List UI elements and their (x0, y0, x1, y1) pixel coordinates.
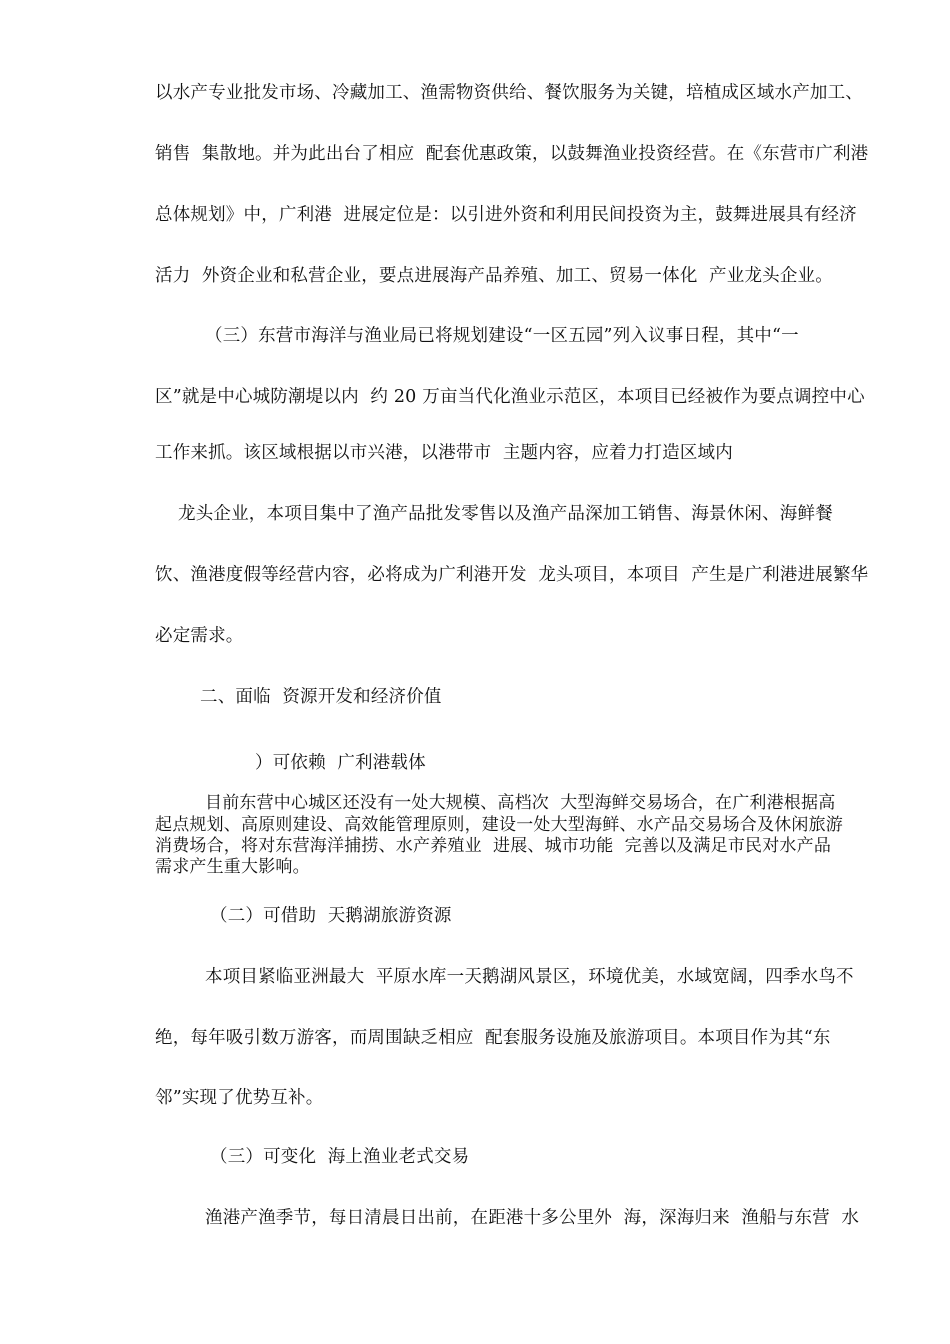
paragraph-line-22: 渔港产渔季节，每日清晨日出前，在距港十多公里外 海，深海归来 渔船与东营 水 (205, 1208, 860, 1228)
paragraph-line-4: 活力 外资企业和私营企业，要点进展海产品养殖、加工、贸易一体化 产业龙头企业。 (155, 266, 833, 286)
paragraph-line-14: 起点规划、高原则建设、高效能管理原则，建设一处大型海鲜、水产品交易场合及休闲旅游 (155, 815, 843, 835)
paragraph-line-16: 需求产生重大影响。 (155, 857, 310, 877)
paragraph-line-5: （三）东营市海洋与渔业局已将规划建设“一区五园”列入议事日程，其中“一 (205, 326, 799, 346)
paragraph-line-15: 消费场合，将对东营海洋捕捞、水产养殖业 进展、城市功能 完善以及满足市民对水产品 (155, 836, 832, 856)
subsection-heading-1: ）可依赖 广利港载体 (255, 753, 426, 773)
paragraph-line-6: 区”就是中心城防潮堤以内 约 20 万亩当代化渔业示范区，本项目已经被作为要点调控中心 (155, 387, 865, 407)
paragraph-line-2: 销售 集散地。并为此出台了相应 配套优惠政策，以鼓舞渔业投资经营。在《东营市广利港 (155, 144, 869, 164)
paragraph-line-1: 以水产专业批发市场、冷藏加工、渔需物资供给、餐饮服务为关键，培植成区域水产加工、 (155, 83, 863, 103)
paragraph-line-10: 必定需求。 (155, 626, 244, 646)
paragraph-line-18: 本项目紧临亚洲最大 平原水库一天鹅湖风景区，环境优美，水域宽阔，四季水鸟不 (205, 967, 854, 987)
paragraph-line-8: 龙头企业，本项目集中了渔产品批发零售以及渔产品深加工销售、海景休闲、海鲜餐 (178, 504, 833, 524)
paragraph-line-19: 绝，每年吸引数万游客，而周围缺乏相应 配套服务设施及旅游项目。本项目作为其“东 (155, 1028, 831, 1048)
paragraph-line-20: 邻”实现了优势互补。 (155, 1088, 324, 1108)
subsection-heading-3: （三）可变化 海上渔业老式交易 (210, 1147, 470, 1167)
subsection-heading-2: （二）可借助 天鹅湖旅游资源 (210, 906, 452, 926)
paragraph-line-7: 工作来抓。该区域根据以市兴港，以港带市 主题内容，应着力打造区域内 (155, 443, 733, 463)
section-heading: 二、面临 资源开发和经济价值 (200, 687, 442, 707)
paragraph-line-9: 饮、渔港度假等经营内容，必将成为广利港开发 龙头项目，本项目 产生是广利港进展繁华 (155, 565, 869, 585)
paragraph-line-3: 总体规划》中，广利港 进展定位是：以引进外资和利用民间投资为主，鼓舞进展具有经济 (155, 205, 857, 225)
paragraph-line-13: 目前东营中心城区还没有一处大规模、高档次 大型海鲜交易场合，在广利港根据高 (205, 793, 836, 813)
